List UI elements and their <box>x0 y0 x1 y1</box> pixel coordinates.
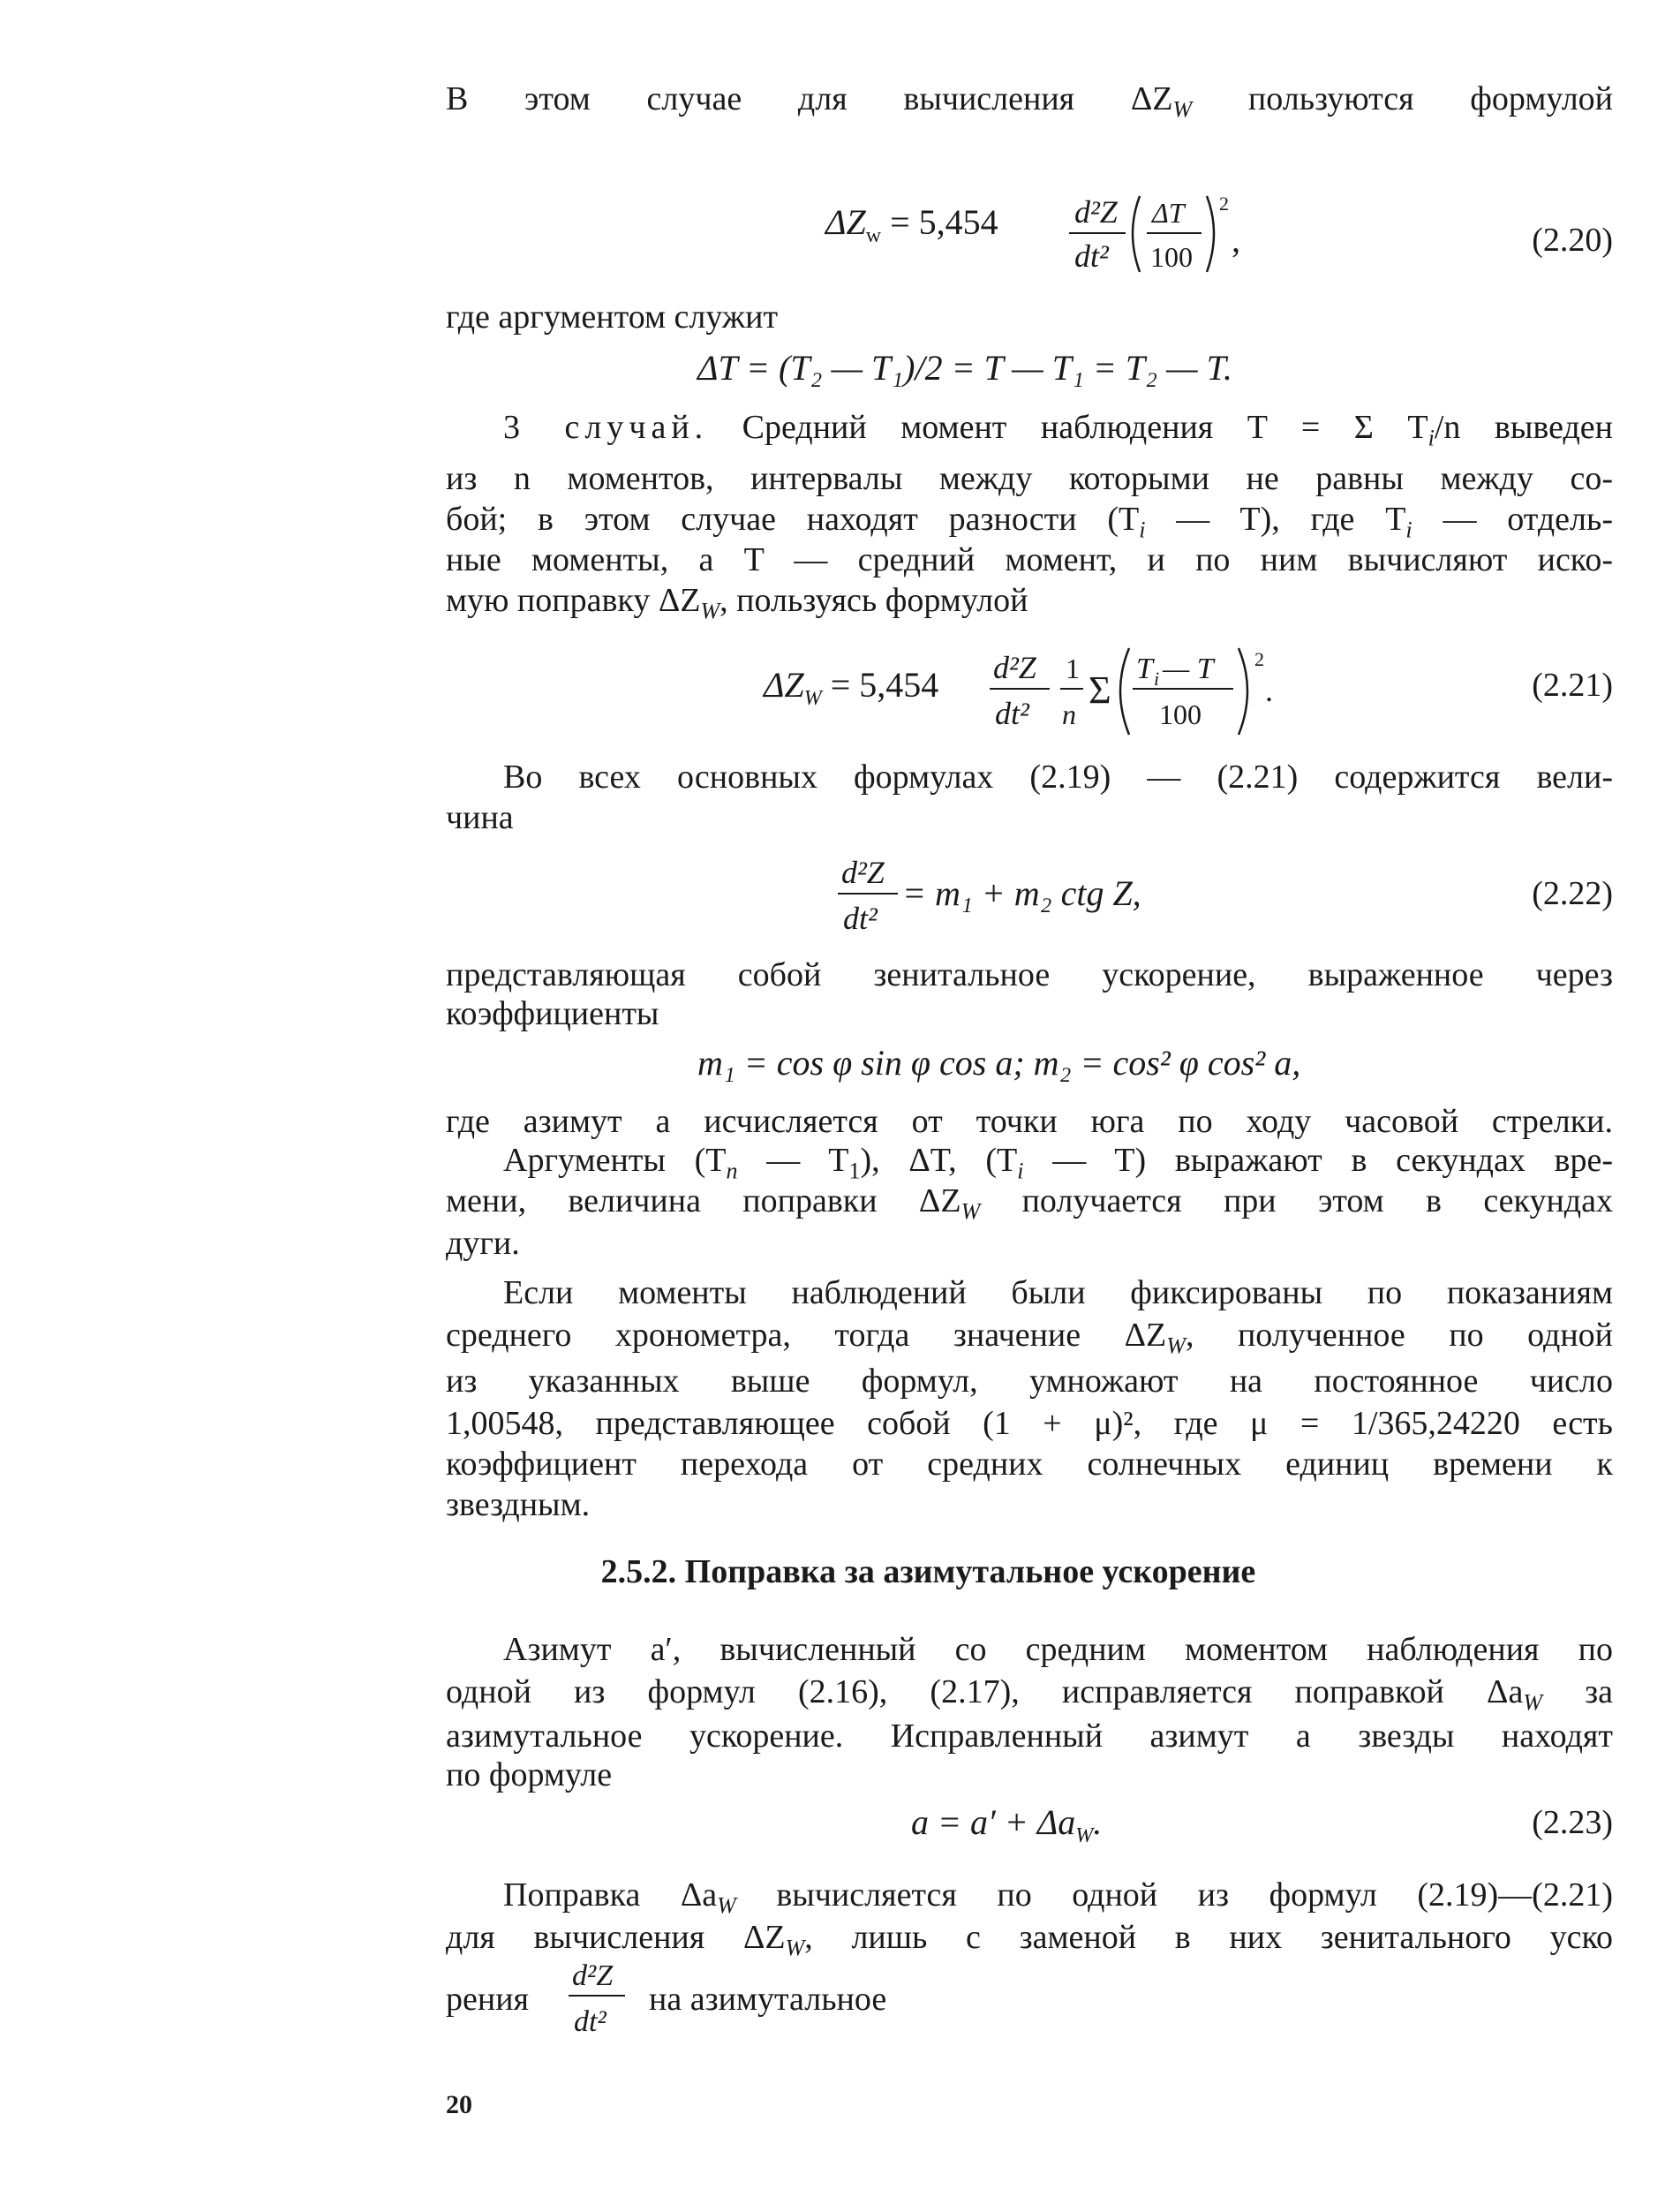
equation-2-21: $\Delta Z_W = 5,454$ <box>764 665 939 710</box>
text-line: Если моменты наблюдений были фиксированы по показаниям <box>503 1274 1613 1311</box>
page-number: 20 <box>446 2090 472 2119</box>
equation-number: (2.20) <box>1532 222 1613 259</box>
equation-2-22: = m₁ + m₂ ctg Z, <box>902 873 1141 913</box>
equation-2-20-fraction <box>1055 185 1232 283</box>
text-line: чина <box>446 799 514 836</box>
equation-2-21-fraction <box>984 639 1320 745</box>
paren-denominator: 100 <box>1159 698 1202 730</box>
fraction-denominator: dt² <box>843 901 878 936</box>
text-line: мени, величина поправки $\Delta Z_W$ получается при этом в секундах <box>446 1182 1613 1225</box>
inline-fraction <box>565 1950 644 2047</box>
paren-numerator-tail: — T <box>1163 653 1214 685</box>
equation-delta-t: ΔT = (T₂ — T₁)/2 = T — T₁ = T₂ — T. <box>697 348 1232 388</box>
equation-tail: . <box>1265 673 1273 708</box>
power: 2 <box>1254 648 1264 670</box>
text-line: коэффициенты <box>446 995 659 1032</box>
paren-denominator: 100 <box>1150 241 1193 273</box>
power: 2 <box>1219 193 1229 215</box>
fraction-denominator: dt² <box>995 696 1029 731</box>
text-line: дуги. <box>446 1225 520 1262</box>
fraction-denominator: dt² <box>1074 238 1109 274</box>
fraction-denominator: dt² <box>574 2005 606 2038</box>
text-line: В этом случае для вычисления $\Delta Z_W$ пользуются формулой <box>446 80 1614 123</box>
text-line: бой; в этом случае находят разности ($T_i$ — T), где $T_i$ — отдель- <box>446 501 1613 543</box>
text-line: где аргументом служит <box>446 298 779 336</box>
text-line: Поправка $\Delta a_W$ вычисляется по одной из формул (2.19)—(2.21) <box>503 1876 1613 1919</box>
text-line: мую поправку $\Delta Z_W$, пользуясь формулой <box>446 582 1028 624</box>
equation-tail: , <box>1232 220 1240 260</box>
text-line: для вычисления $\Delta Z_W$, лишь с заменой в них зенитального уско <box>446 1919 1613 1961</box>
paren-subscript: i <box>1154 668 1160 690</box>
text-line: ные моменты, а T — средний момент, и по ним вычисляют иско- <box>446 541 1613 578</box>
text-line: Азимут a′, вычисленный со средним моментом наблюдения по <box>503 1631 1613 1668</box>
text-line: по формуле <box>446 1756 613 1793</box>
fraction-numerator-2: 1 <box>1066 653 1080 684</box>
text-line: 1,00548, представляющее собой (1 + μ)², где μ = 1/365,24220 есть <box>446 1405 1613 1442</box>
paren-numerator: T <box>1136 653 1153 685</box>
text-line: на азимутальное <box>649 1981 887 2018</box>
equation-2-23: $a = a' + \Delta a_W$. <box>911 1802 1103 1847</box>
text-line: из n моментов, интервалы между которыми не равны между со- <box>446 460 1613 497</box>
text-line: 3 случай. Средний момент наблюдения T = Σ $T_i/n$ выведен <box>503 409 1613 451</box>
text-line: коэффициент перехода от средних солнечных единиц времени к <box>446 1446 1613 1483</box>
fraction-numerator: d²Z <box>841 855 885 890</box>
text-line: представляющая собой зенитальное ускорение, выраженное через <box>446 956 1613 993</box>
text-line: азимутальное ускорение. Исправленный азимут a звезды находят <box>446 1718 1613 1755</box>
sigma: Σ <box>1089 668 1111 712</box>
text-line: звездным. <box>446 1486 591 1523</box>
fraction-numerator: d²Z <box>1074 194 1118 230</box>
equation-number: (2.21) <box>1532 667 1613 704</box>
equation-2-20: $\Delta Z_w = 5,454$ <box>825 202 998 247</box>
text-line: Аргументы ($T_n$ — $T_1$), ΔT, ($T_i$ — T) выражают в секундах вре- <box>503 1142 1614 1184</box>
section-heading: 2.5.2. Поправка за азимутальное ускорение <box>600 1553 1256 1590</box>
text-line: где азимут a исчисляется от точки юга по ходу часовой стрелки. <box>446 1103 1613 1140</box>
paren-numerator: ΔT <box>1152 197 1185 229</box>
text-line: рения <box>446 1981 530 2018</box>
text-line: из указанных выше формул, умножают на постоянное число <box>446 1363 1613 1400</box>
text-line: одной из формул (2.16), (2.17), исправляется поправкой $\Delta a_W$ за <box>446 1673 1613 1716</box>
fraction-numerator: d²Z <box>993 650 1036 685</box>
text-line: Во всех основных формулах (2.19) — (2.21) содержится вели- <box>503 759 1613 796</box>
equation-m-coefficients: m₁ = cos φ sin φ cos a; m₂ = cos² φ cos² a, <box>697 1043 1301 1083</box>
fraction-numerator: d²Z <box>572 1959 614 1992</box>
equation-number: (2.22) <box>1532 875 1613 912</box>
fraction-denominator-2: n <box>1062 698 1076 730</box>
equation-number: (2.23) <box>1532 1804 1613 1841</box>
text-line: среднего хронометра, тогда значение $\Delta Z_W$, полученное по одной <box>446 1317 1613 1359</box>
